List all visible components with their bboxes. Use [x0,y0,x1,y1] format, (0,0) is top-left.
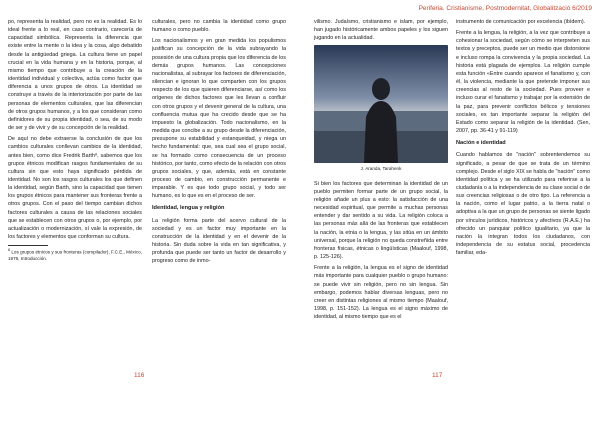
paragraph: culturales, pero no cambia la identidad como grupo humano o como pueblo. [152,19,286,34]
photo-figure [314,45,448,163]
paragraph: vilismo. Judaísmo, cristianismo e islam, por ejemplo, han jugado históricamente ambos papeles y los siguen jugando en la actualidad. [314,19,448,42]
photo-person-by-sea [314,45,448,163]
paragraph: Frente a la lengua, la religión, a la vez que contribuye a cohesionar la sociedad, según cómo se interpreten sus textos y preceptos, puede ser un medio que distorsione e incluso rompa la convivencia y la propia sociedad. La historia está plagada de ejemplos. La religión cumple esta función «Entre cuando aparece el fanatismo y, con él, la violencia, mediante la que pretende imponer sus creencias al resto de la sociedad. Pues proveer e incluso curar el fanatismo y trabajar por la extensión de la paz, para prevenir conflictos bélicos y tensiones sociales, es tan importante separar la religión del Estado como separar la religión de la identidad. (Sen, 2007, pp. 36-41 y 91-119) [456,30,590,135]
footnote-mark: 8 [8,248,10,253]
section-heading: Identidad, lengua y religión [152,205,225,212]
right-page-column-1 [314,18,448,324]
left-page-column-1 [8,18,142,261]
right-page [300,0,600,424]
paragraph: Si bien los factores que determinan la identidad de un pueblo permiten formar parte de un grupo social, la religión añade un plus a esto: la satisfacción de una necesidad espiritual, que permite a muchas personas entender y dar sentido a su vida. La religión coloca a las personas más allá de las fronteras que establecen la nación, la etnia o la lengua, y las sitúa en un ámbito universal, porque la religión no queda constreñida entre fronteras físicas, étnicas o lingüísticas (Maalouf, 1998, p. 125-126). [314,180,448,261]
running-head: Periferia. Cristianisme, Postmodernitat, Globalització 6/2019 [418,5,592,12]
paragraph: Cuando hablamos de "nación" sobrentendemos su significado, a pesar de que se trata de un término complejo. Desde el siglo XIX se habla de "nación" como identidad política y se ha utilizado para referirse a la ciudadanía o a la independencia de su clase social o de sus creencias religiosas o de otro tipo. La referencia a la nación, como el lugar patrio, a la tierra natal o adoptiva a la que un grupo de personas se siente ligado por vínculos jurídicos, históricos y afectivos (R.A.E.) ha ofrecido un panquiar político igualitario, ya que la nación la integran todos los ciudadanos, con independencia de su estatus social, procedencia familiar, eda- [456,152,590,257]
footnote [8,248,142,261]
photo-caption: J. Aranda, Tarahenk [360,166,402,172]
paragraph: La religión forma parte del acervo cultural de la sociedad y es un factor muy importante en la construcción de la identidad y en el devenir de la historia. Sin duda sobre la vida en tan significativa, y profunda que puede ser tanto un factor de desarrollo y progreso como de inmo- [152,217,286,265]
left-page-column-2 [152,18,286,269]
footnote-text: Los grupos étnicos y sus fronteras (compilador), F.C.E., México, 1976, Introducción. [8,249,142,261]
paragraph: instrumento de comunicación por excelencia (ibídem). [456,19,586,25]
paragraph: De aquí no debe extraerse la conclusión de que los cambios culturales conllevan cambios de la identidad, antes bien, como dice Fredrik Barth⁸, sabemos que los grupos étnicos modifican rasgos fundamentales de su cultura sin que esto haya significado pérdida de identidad. No son los rasgos culturales los que definen la identidad, según Barth, sino la capacidad que tienen los grupos étnicos para mantener sus fronteras frente a otros grupos. Con el paso del tiempo cambian dichos factores culturales a causa de las relaciones sociales que se establecen con otros grupos o, por ejemplo, por actualización o modernización, sí vale la expresión, de los factores y elementos que conforman su cultura. [8,136,142,241]
page-number: 116 [134,372,145,379]
page-number: 117 [432,372,443,379]
right-page-column-2 [456,18,590,260]
section-heading: Nación e identidad [456,140,506,147]
paragraph: Frente a la religión, la lengua es el signo de identidad más importante para cualquier pueblo o grupo humano: se puede vivir sin religión, pero no sin lengua. Sin embargo, podemos hablar diversas lenguas, pero no creer en distintas religiones al mismo tiempo (Maalouf, 1998, p. 151-152). La lengua es el signo máximo de identidad, al mismo tiempo que es el [314,265,448,321]
paragraph: po, representa la realidad, pero no es la realidad. Es lo ideal frente a lo real, en caso contrario, carecería de capacidad simbólica. Representa la diferencia que existe entre la mente o la idea y la cosa, algo debatido desde la antigüedad griega. La cultura tiene un papel crucial en la vida humana y en la historia, porque, al mismo tiempo que contribuye a la creación de la identidad individual y colectiva, actúa como factor que diferencia a unos grupos de otros. La identidad se construye a través de la interiorización por parte de las personas de elementos culturales, que las diferencian de otros grupos humanos, y a los que consideran como definidores de su propia identidad, o sea, de su modo de ser y de vivir y de su concepción de la realidad. [8,19,142,132]
footnote-rule [8,245,48,246]
paragraph: Los nacionalismos y en gran medida los populismos justifican su concepción de la vida subrayando la posesión de una cultura propia que los diferencia de los demás grupos humanos. Las concepciones nacionalistas, al subrayar los factores de diferenciación, silencian e ignoran lo que comparten con los grupos respecto de los que quieren diferenciarse, así como los orígenes de dichos factores que les llevan a confluir con otros grupos y el devenir general de la cultura, una confluencia mutua que ha crecido desde que se ha impuesto la globalización. Todo nacionalismo, en la medida que concibe a su grupo desde la diferenciación, presupone su estabilidad y estanqueidad, y niega un hecho fundamental: que, sea cual sea el grupo social, se ha formado como consecuencia de un proceso histórico, por tanto, como efecto de la relación con otros grupos sociales, y que, además, está en constante proceso de cambio, en construcción permanente e imparable. Y es que todo grupo social, y todo ser humano, es lo que es en el proceso de ser. [152,38,286,200]
